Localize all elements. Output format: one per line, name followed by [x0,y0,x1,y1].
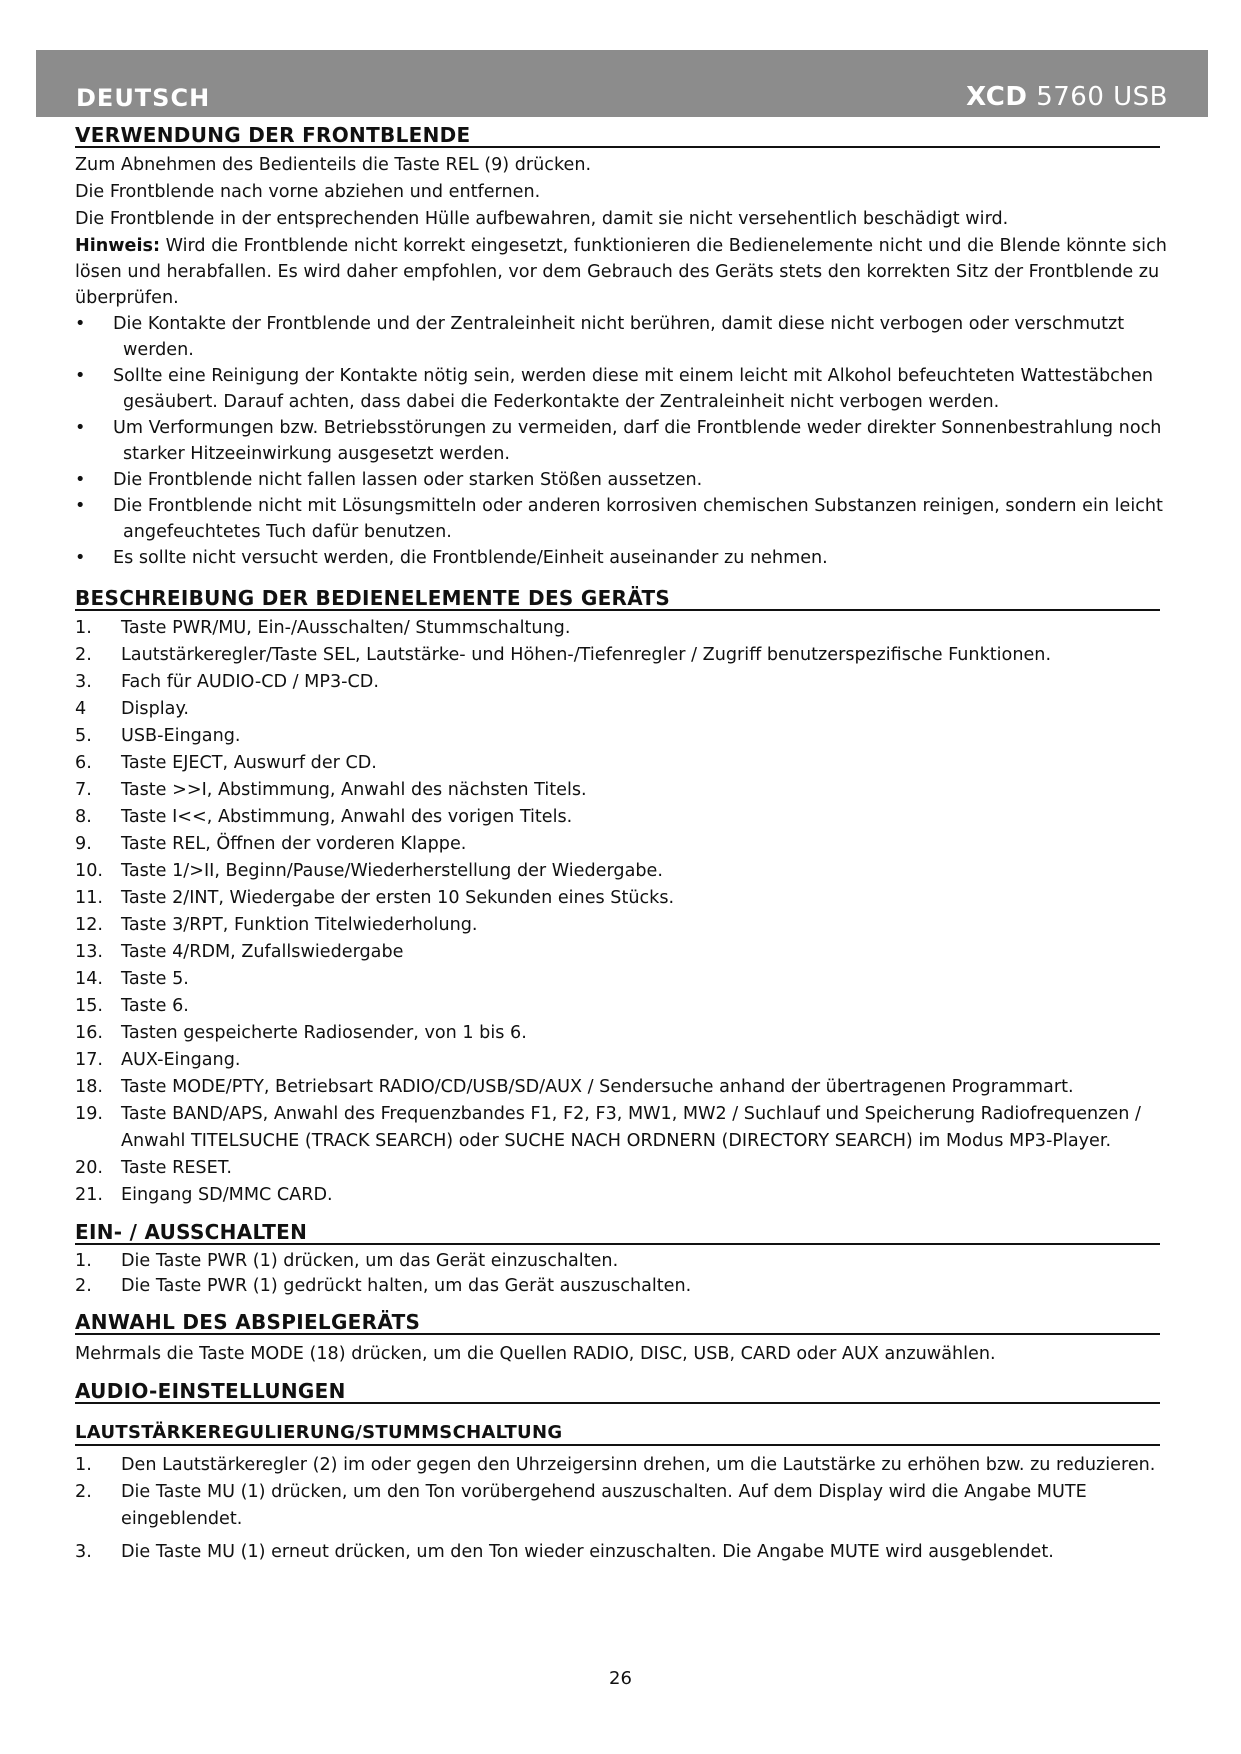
note-paragraph [75,233,1185,311]
model-brand: XCD [966,82,1028,112]
list-item: • Es sollte nicht versucht werden, die Frontblende/Einheit auseinander zu nehmen. [75,545,1185,571]
list-item: • Die Frontblende nicht mit Lösungsmitteln oder anderen korrosiven chemischen Substanzen reinigen, sondern ein leicht angefeuchtetes Tuch dafür benutzen. [75,493,1185,545]
list-item: 6. Taste EJECT, Auswurf der CD. [75,753,377,773]
list-item: • Die Kontakte der Frontblende und der Zentraleinheit nicht berühren, damit diese nicht verbogen oder verschmutzt werden. [75,311,1185,363]
list-item: 3. Fach für AUDIO-CD / MP3-CD. [75,672,379,692]
language-label: DEUTSCH [76,84,211,112]
section-title-frontblende: VERWENDUNG DER FRONTBLENDE [75,124,1160,148]
list-item: 8. Taste I<<, Abstimmung, Anwahl des vorigen Titels. [75,807,573,827]
list-item: 4 Display. [75,699,189,719]
list-item: 11. Taste 2/INT, Wiedergabe der ersten 10 Sekunden eines Stücks. [75,888,675,908]
bullet-list [75,311,1185,571]
paragraph: Mehrmals die Taste MODE (18) drücken, um die Quellen RADIO, DISC, USB, CARD oder AUX anzuwählen. [75,1344,996,1364]
section-title-einaus: EIN- / AUSSCHALTEN [75,1221,1160,1245]
section-title-abspielgeraet: ANWAHL DES ABSPIELGERÄTS [75,1311,1160,1335]
list-item: 2. Die Taste MU (1) drücken, um den Ton vorübergehend auszuschalten. Auf dem Display wird die Angabe MUTE eingeblendet. [75,1482,1087,1529]
section-title-lautstaerke: LAUTSTÄRKEREGULIERUNG/STUMMSCHALTUNG [75,1422,1160,1446]
list-item: 10. Taste 1/>II, Beginn/Pause/Wiederherstellung der Wiedergabe. [75,861,663,881]
list-item: • Um Verformungen bzw. Betriebsstörungen zu vermeiden, darf die Frontblende weder direkter Sonnenbestrahlung noch starker Hitzeeinwirkung ausgesetzt werden. [75,415,1185,467]
controls-list [75,615,1185,1209]
list-item: 17. AUX-Eingang. [75,1050,241,1070]
model-number: 5760 USB [1036,82,1168,112]
list-item: 18. Taste MODE/PTY, Betriebsart RADIO/CD/USB/SD/AUX / Sendersuche anhand der übertragenen Programmart. [75,1077,1074,1097]
page-number: 26 [609,1668,632,1689]
list-item: 13. Taste 4/RDM, Zufallswiedergabe [75,942,404,962]
note-label: Hinweis: [75,236,161,256]
list-item: 12. Taste 3/RPT, Funktion Titelwiederholung. [75,915,478,935]
section-title-bedienelemente: BESCHREIBUNG DER BEDIENELEMENTE DES GERÄTS [75,587,1160,611]
list-item: 1. Taste PWR/MU, Ein-/Ausschalten/ Stummschaltung. [75,618,571,638]
list-item: 9. Taste REL, Öffnen der vorderen Klappe. [75,834,467,854]
page-header [36,50,1208,117]
note-text: Wird die Frontblende nicht korrekt eingesetzt, funktionieren die Bedienelemente nicht und die Blende könnte sich lösen und herabfallen. Es wird daher empfohlen, vor dem Gebrauch des Geräts stets den korrekten Sitz der Frontblende zu überprüfen. [75,236,1167,308]
list-item: 14. Taste 5. [75,969,189,989]
list-item: 21. Eingang SD/MMC CARD. [75,1185,333,1205]
list-item: 15. Taste 6. [75,996,189,1016]
list-item: 5. USB-Eingang. [75,726,241,746]
list-item: • Sollte eine Reinigung der Kontakte nötig sein, werden diese mit einem leicht mit Alkohol befeuchteten Wattestäbchen gesäubert. Darauf achten, dass dabei die Federkontakte der Zentraleinheit nicht verbogen werden. [75,363,1185,415]
model-name [966,82,1168,112]
power-list [75,1249,1185,1299]
list-item: 1. Den Lautstärkeregler (2) im oder gegen den Uhrzeigersinn drehen, um die Lautstärke zu erhöhen bzw. zu reduzieren. [75,1455,1156,1475]
list-item: • Die Frontblende nicht fallen lassen oder starken Stößen aussetzen. [75,467,1185,493]
volume-list [75,1452,1185,1566]
list-item: 20. Taste RESET. [75,1158,232,1178]
paragraph: Zum Abnehmen des Bedienteils die Taste REL (9) drücken. [75,155,592,175]
page-content [75,124,1185,1566]
paragraph: Die Frontblende nach vorne abziehen und entfernen. [75,182,541,202]
paragraph: Die Frontblende in der entsprechenden Hülle aufbewahren, damit sie nicht versehentlich beschädigt wird. [75,209,1009,229]
list-item: 16. Tasten gespeicherte Radiosender, von 1 bis 6. [75,1023,527,1043]
list-item: 7. Taste >>I, Abstimmung, Anwahl des nächsten Titels. [75,780,587,800]
section-title-audio: AUDIO-EINSTELLUNGEN [75,1380,1160,1404]
list-item: 1. Die Taste PWR (1) drücken, um das Gerät einzuschalten. [75,1251,619,1271]
list-item: 19. Taste BAND/APS, Anwahl des Frequenzbandes F1, F2, F3, MW1, MW2 / Suchlauf und Speicherung Radiofrequenzen / Anwahl TITELSUCHE (TRACK SEARCH) oder SUCHE NACH ORDNERN (DIRECTORY SEARCH) im Modus MP3-Player. [75,1104,1141,1151]
list-item: 3. Die Taste MU (1) erneut drücken, um den Ton wieder einzuschalten. Die Angabe MUTE wird ausgeblendet. [75,1542,1054,1562]
list-item: 2. Die Taste PWR (1) gedrückt halten, um das Gerät auszuschalten. [75,1276,692,1296]
list-item: 2. Lautstärkeregler/Taste SEL, Lautstärke- und Höhen-/Tiefenregler / Zugriff benutzerspezifische Funktionen. [75,645,1052,665]
